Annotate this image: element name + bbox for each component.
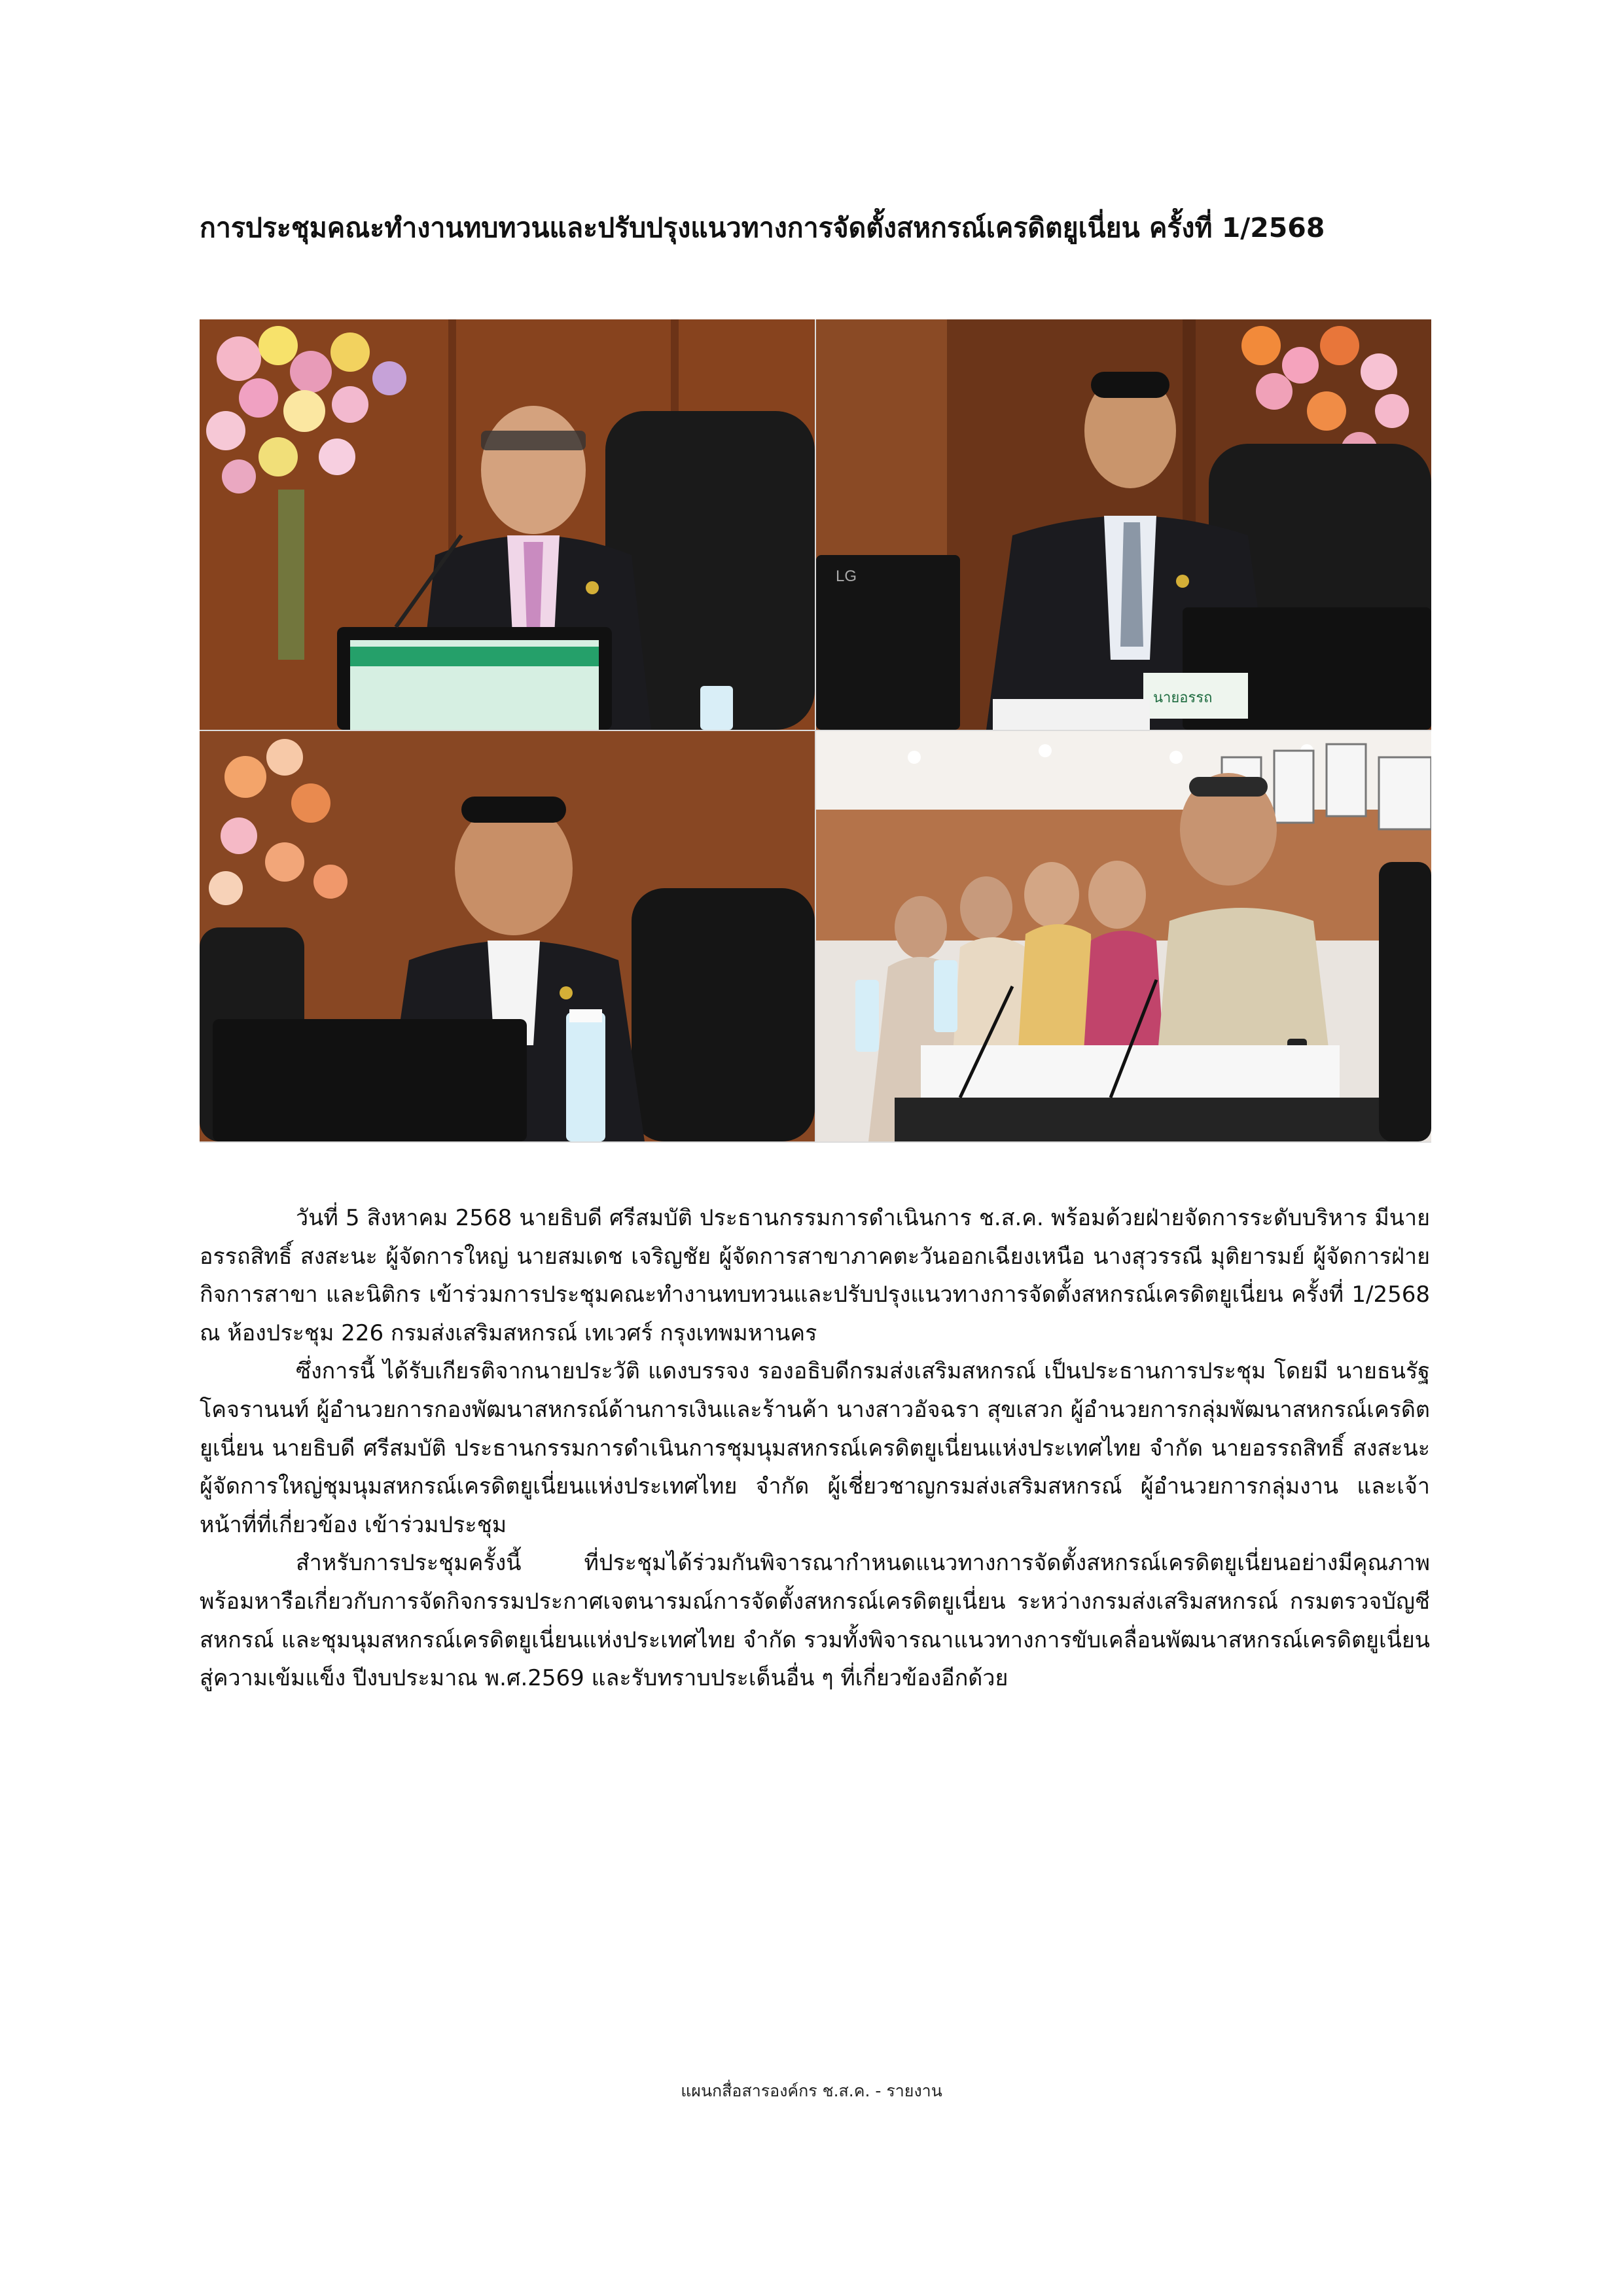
page-title: การประชุมคณะทำงานทบทวนและปรับปรุงแนวทางการจัดตั้งสหกรณ์เครดิตยูเนี่ยน ครั้งที่ 1/2568 (200, 212, 1325, 243)
nameplate-text: นายอรรถ (1153, 689, 1213, 706)
photo-speaker-glasses (200, 319, 815, 730)
paragraph-3: สำหรับการประชุมครั้งนี้ ที่ประชุมได้ร่วมกันพิจารณากำหนดแนวทางการจัดตั้งสหกรณ์เครดิตยูเนี่ยนอย่างมีคุณภาพ พร้อมหารือเกี่ยวกับการจัดกิจกรรมประกาศเจตนารมณ์การจัดตั้งสหกรณ์เครดิตยูเนี่ยน ระหว่างกรมส่งเสริมสหกรณ์ กรมตรวจบัญชีสหกรณ์ และชุมนุมสหกรณ์เครดิตยูเนี่ยนแห่งประเทศไทย จำกัด รวมทั้งพิจารณาแนวทางการขับเคลื่อนพัฒนาสหกรณ์เครดิตยูเนี่ยนสู่ความเข้มแข็ง ปีงบประมาณ พ.ศ.2569 และรับทราบประเด็นอื่น ๆ ที่เกี่ยวข้องอีกด้วย (200, 1550, 1430, 1692)
photo-younger-man (816, 319, 1431, 730)
article-body (200, 1199, 1430, 1698)
monitor-brand: LG (836, 567, 857, 585)
photo-meeting-room (816, 731, 1431, 1141)
photo-speaker-mic (200, 731, 815, 1141)
paragraph-2: ซึ่งการนี้ ได้รับเกียรติจากนายประวัติ แดงบรรจง รองอธิบดีกรมส่งเสริมสหกรณ์ เป็นประธานการประชุม โดยมี นายธนรัฐ โคจรานนท์ ผู้อำนวยการกองพัฒนาสหกรณ์ด้านการเงินและร้านค้า นางสาวอัจฉรา สุขเสวก ผู้อำนวยการกลุ่มพัฒนาสหกรณ์เครดิตยูเนี่ยน นายธิบดี ศรีสมบัติ ประธานกรรมการดำเนินการชุมนุมสหกรณ์เครดิตยูเนี่ยนแห่งประเทศไทย จำกัด นายอรรถสิทธิ์ สงสะนะ ผู้จัดการใหญ่ชุมนุมสหกรณ์เครดิตยูเนี่ยนแห่งประเทศไทย จำกัด ผู้เชี่ยวชาญกรมส่งเสริมสหกรณ์ ผู้อำนวยการกลุ่มงาน และเจ้าหน้าที่ที่เกี่ยวข้อง เข้าร่วมประชุม (200, 1358, 1430, 1538)
footer-credit: แผนกสื่อสารองค์กร ช.ส.ค. - รายงาน (681, 2081, 942, 2100)
photo-collage (200, 319, 1431, 1143)
paragraph-1: วันที่ 5 สิงหาคม 2568 นายธิบดี ศรีสมบัติ ประธานกรรมการดำเนินการ ช.ส.ค. พร้อมด้วยฝ่ายจัดการระดับบริหาร มีนายอรรถสิทธิ์ สงสะนะ ผู้จัดการใหญ่ นายสมเดช เจริญชัย ผู้จัดการสาขาภาคตะวันออกเฉียงเหนือ นางสุวรรณี มุติยารมย์ ผู้จัดการฝ่ายกิจการสาขา และนิติกร เข้าร่วมการประชุมคณะทำงานทบทวนและปรับปรุงแนวทางการจัดตั้งสหกรณ์เครดิตยูเนี่ยน ครั้งที่ 1/2568 ณ ห้องประชุม 226 กรมส่งเสริมสหกรณ์ เทเวศร์ กรุงเทพมหานคร (200, 1205, 1430, 1346)
